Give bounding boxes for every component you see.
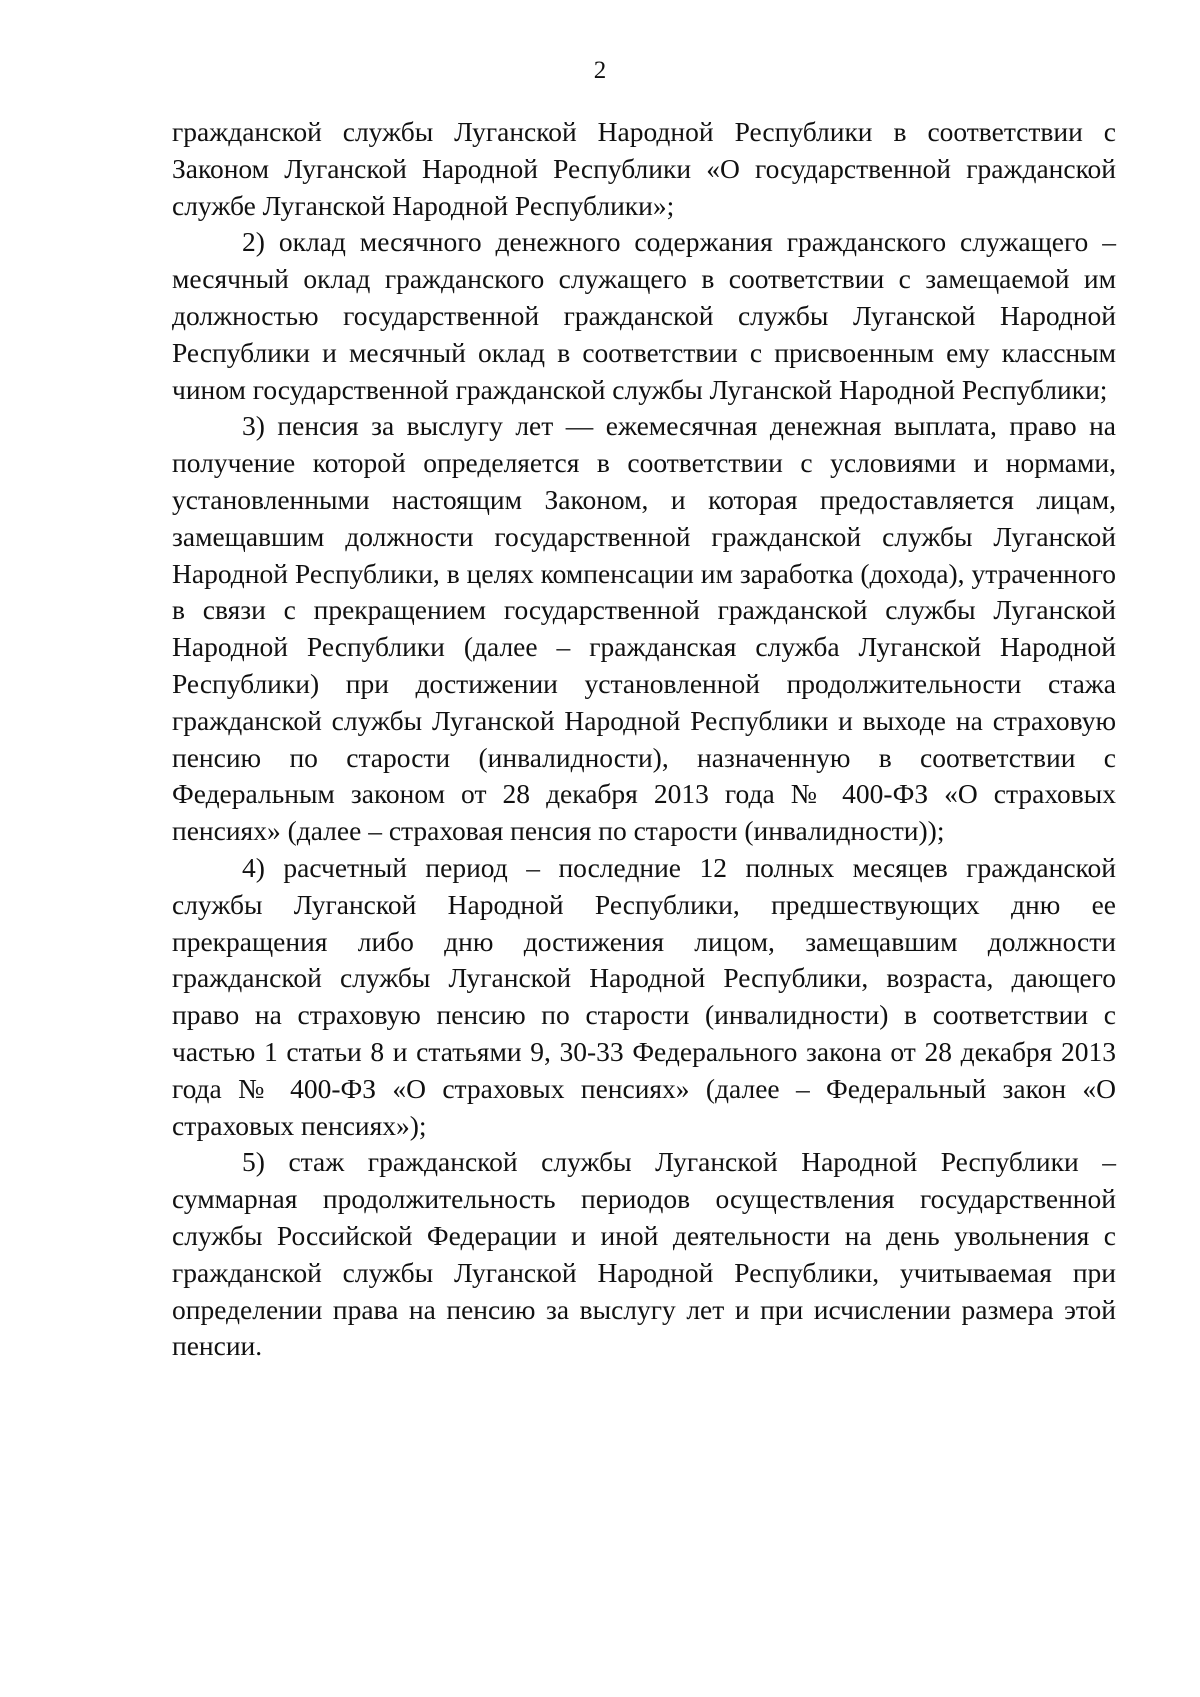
document-body [172,114,1116,1365]
paragraph-item-3: 3) пенсия за выслугу лет — ежемесячная денежная выплата, право на получение которой определяется в соответствии с условиями и нормами, установленными настоящим Законом, и которая предоставляется лицам, замещавшим должности государственной гражданской службы Луганской Народной Республики, в целях компенсации им заработка (дохода), утраченного в связи с прекращением государственной гражданской службы Луганской Народной Республики (далее – гражданская служба Луганской Народной Республики) при достижении установленной продолжительности стажа гражданской службы Луганской Народной Республики и выходе на страховую пенсию по старости (инвалидности), назначенную в соответствии с Федеральным законом от 28 декабря 2013 года № 400-ФЗ «О страховых пенсиях» (далее – страховая пенсия по старости (инвалидности)); [172,410,1116,847]
paragraph-continuation: гражданской службы Луганской Народной Республики в соответствии с Законом Луганской Народной Республики «О государственной гражданской службе Луганской Народной Республики»; [172,116,1116,221]
paragraph-item-5: 5) стаж гражданской службы Луганской Народной Республики – суммарная продолжительность периодов осуществления государственной службы Российской Федерации и иной деятельности на день увольнения с гражданской службы Луганской Народной Республики, учитываемая при определении права на пенсию за выслугу лет и при исчислении размера этой пенсии. [172,1146,1116,1362]
paragraph-item-2: 2) оклад месячного денежного содержания гражданского служащего – месячный оклад гражданского служащего в соответствии с замещаемой им должностью государственной гражданской службы Луганской Народной Республики и месячный оклад в соответствии с присвоенным ему классным чином государственной гражданской службы Луганской Народной Республики; [172,226,1116,405]
paragraph-item-4: 4) расчетный период – последние 12 полных месяцев гражданской службы Луганской Народной Республики, предшествующих дню ее прекращения либо дню достижения лицом, замещавшим должности гражданской службы Луганской Народной Республики, возраста, дающего право на страховую пенсию по старости (инвалидности) в соответствии с частью 1 статьи 8 и статьями 9, 30-33 Федерального закона от 28 декабря 2013 года № 400-ФЗ «О страховых пенсиях» (далее – Федеральный закон «О страховых пенсиях»); [172,851,1116,1141]
page-number: 2 [593,57,607,84]
